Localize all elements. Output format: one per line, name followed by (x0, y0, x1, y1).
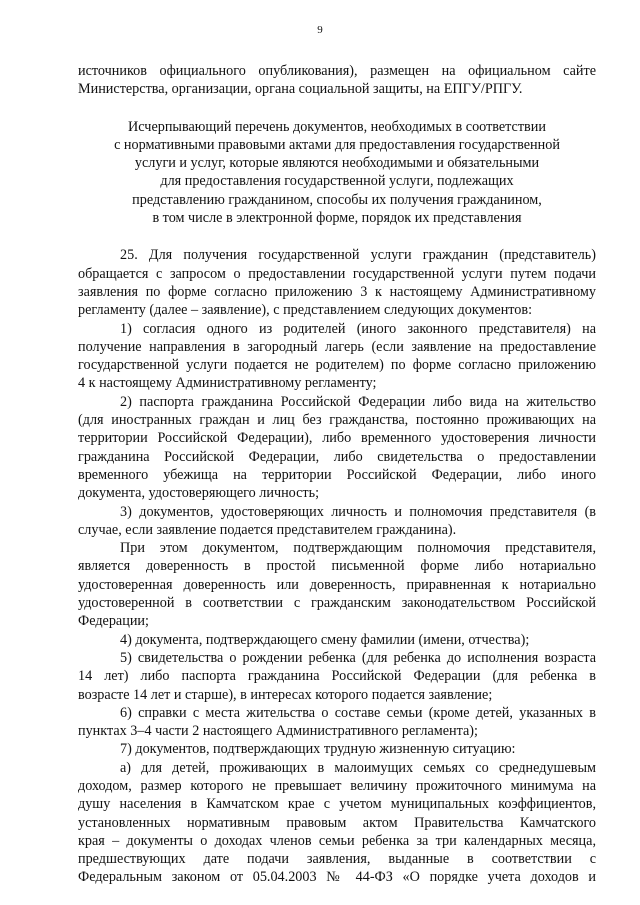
representative-note (78, 539, 596, 630)
heading-line: в том числе в электронной форме, порядок их представления (152, 210, 522, 227)
paragraph-line: государственной услуги подается не родителем) по форме согласно приложению (78, 357, 596, 374)
paragraph-line: предшествующих дате подачи заявления, выданные в соответствии с (78, 851, 596, 868)
paragraph-line: является доверенность в простой письменной форме либо нотариально (78, 558, 596, 575)
paragraph-line: 1) согласия одного из родителей (иного законного представителя) на (120, 320, 596, 337)
paragraph-line: регламенту (далее – заявление), с представлением следующих документов: (78, 302, 533, 319)
paragraph-line: возрасте 14 лет и старше), в интересах которого подается заявление; (78, 686, 493, 703)
paragraph-line: Федеральным законом от 05.04.2003 № 44-ФЗ «О порядке учета доходов и (78, 869, 596, 886)
paragraph-line: 6) справки с места жительства о составе семьи (кроме детей, указанных в (120, 704, 596, 721)
heading-line: представлению гражданином, способы их получения гражданином, (132, 191, 542, 208)
paragraph-line: При этом документом, подтверждающим полномочия представителя, (120, 540, 596, 557)
list-item-3 (78, 503, 596, 540)
paragraph-line: документа, удостоверяющего личность; (78, 485, 320, 502)
intro-line: источников официального опубликования), размещен на официальном сайте (78, 63, 596, 79)
paragraph-line: случае, если заявление подается представителем гражданина). (78, 521, 457, 538)
paragraph-25 (78, 246, 596, 319)
paragraph-line: установленных нормативным правовым актом Правительства Камчатского (78, 814, 596, 831)
paragraph-line: 3) документов, удостоверяющих личность и полномочия представителя (в (120, 503, 596, 520)
heading-line: услуги и услуг, которые являются необходимыми и обязательными (134, 155, 540, 172)
paragraph-line: временного убежища на территории Российской Федерации, либо иного (78, 466, 596, 483)
paragraph-line: 14 лет) либо паспорта гражданина Российской Федерации (для ребенка в (78, 668, 596, 685)
heading-line: для предоставления государственной услуги, подлежащих (160, 173, 514, 190)
paragraph-line: края – документы о доходах членов семьи ребенка за три календарных месяца, (78, 832, 596, 849)
list-item-7 (78, 740, 596, 758)
paragraph-line: 5) свидетельства о рождении ребенка (для ребенка до исполнения возраста (120, 649, 596, 666)
paragraph-line: 4) документа, подтверждающего смену фамилии (имени, отчества); (120, 631, 530, 648)
paragraph-line: а) для детей, проживающих в малоимущих семьях со среднедушевым (120, 759, 596, 776)
paragraph-line: получение направления в загородный лагерь (если заявление на предоставление (78, 338, 596, 355)
list-item-1 (78, 320, 596, 393)
paragraph-line: 4 к настоящему Административному регламенту; (78, 375, 377, 392)
list-item-4 (78, 631, 596, 649)
page-number: 9 (317, 24, 323, 36)
heading-line: Исчерпывающий перечень документов, необходимых в соответствии (128, 118, 546, 135)
list-item-7a (78, 759, 596, 887)
paragraph-line: обращается с запросом о предоставлении государственной услуги путем подачи (78, 265, 596, 282)
paragraph-line: пунктах 3–4 части 2 настоящего Административного регламента); (78, 723, 478, 740)
heading-line: с нормативными правовыми актами для предоставления государственной (114, 136, 560, 153)
paragraph-line: 7) документов, подтверждающих трудную жизненную ситуацию: (120, 741, 516, 758)
intro-line: Министерства, организации, органа социальной защиты, на ЕПГУ/РПГУ. (78, 81, 523, 98)
paragraph-line: доходом, размер которого не превышает величину прожиточного минимума на (78, 777, 596, 794)
paragraph-line: гражданина Российской Федерации, либо свидетельства о предоставлении (78, 448, 596, 465)
paragraph-line: удостоверенная доверенность или доверенность, приравненная к нотариально (78, 576, 596, 593)
list-item-2 (78, 393, 596, 503)
paragraph-line: душу населения в Камчатском крае с учетом муниципальных коэффициентов, (78, 796, 596, 813)
list-item-5 (78, 649, 596, 704)
paragraph-line: заявления по форме согласно приложению 3 к настоящему Административному (78, 283, 596, 300)
paragraph-line: удостоверенной в соответствии с гражданским законодательством Российской (78, 595, 596, 612)
paragraph-line: (для иностранных граждан и лиц без гражданства, постоянно проживающих на (78, 412, 596, 429)
section-heading (78, 118, 596, 228)
paragraph-line: 2) паспорта гражданина Российской Федерации либо вида на жительство (120, 393, 596, 410)
list-item-6 (78, 704, 596, 741)
document-body (78, 62, 596, 887)
paragraph-line: Федерации; (78, 613, 149, 630)
paragraph-line: 25. Для получения государственной услуги гражданин (представитель) (120, 247, 596, 264)
paragraph-line: территории Российской Федерации), либо временного удостоверения личности (78, 430, 596, 447)
